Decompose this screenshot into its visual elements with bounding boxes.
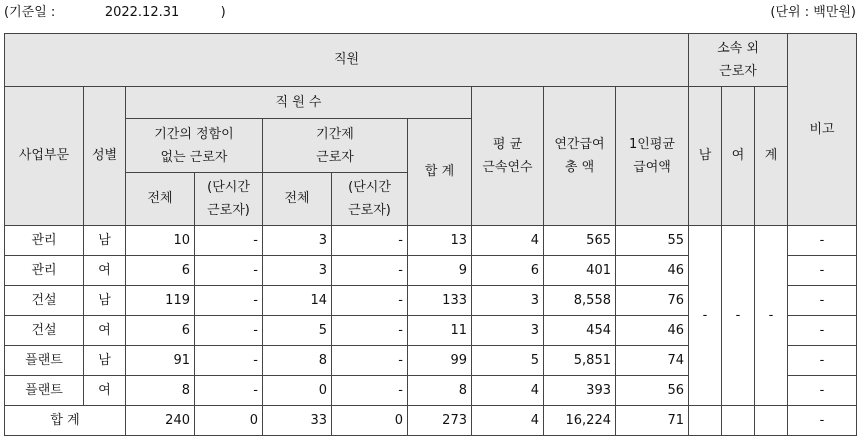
gender-cell: 남 [84,346,126,376]
avg-salary-cell: 56 [616,376,689,406]
avg-tenure-line-2: 근속연수 [482,160,533,175]
total-row [5,406,857,436]
permanent-all-cell: 6 [126,316,195,346]
total-salary-sum-cell: 16,224 [544,406,616,436]
fixed-part-time-cell: - [332,226,408,256]
permanent-part-time-line-2: 근로자) [207,203,250,218]
total-avg-tenure-cell: 4 [472,406,544,436]
permanent-header [126,119,263,173]
remarks-cell: - [788,346,857,376]
headcount-sum-cell: 8 [408,376,472,406]
permanent-part-time-cell: - [195,346,263,376]
total-fixed-all-cell: 33 [263,406,332,436]
outside-female-cell: - [722,226,755,406]
table-row [5,226,857,256]
headcount-sum-cell: 9 [408,256,472,286]
division-cell: 플랜트 [5,346,84,376]
total-remarks-cell: - [788,406,857,436]
permanent-all-cell: 91 [126,346,195,376]
header-row-1 [5,34,857,87]
gender-header: 성별 [84,87,126,226]
total-salary-cell: 5,851 [544,346,616,376]
permanent-all-cell: 10 [126,226,195,256]
division-cell: 건설 [5,316,84,346]
remarks-header: 비고 [788,34,857,226]
total-avg-salary-cell: 71 [616,406,689,436]
fixed-all-cell: 3 [263,226,332,256]
permanent-part-time-cell: - [195,286,263,316]
fixed-term-header [263,119,408,173]
avg-tenure-cell: 4 [472,226,544,256]
headcount-sum-cell: 99 [408,346,472,376]
total-salary-cell: 401 [544,256,616,286]
avg-tenure-cell: 5 [472,346,544,376]
total-salary-line-2: 총 액 [564,160,595,175]
remarks-cell: - [788,226,857,256]
gender-cell: 여 [84,316,126,346]
total-label-cell: 합 계 [5,406,126,436]
permanent-part-time-cell: - [195,226,263,256]
division-cell: 건설 [5,286,84,316]
remarks-cell: - [788,286,857,316]
avg-tenure-cell: 6 [472,256,544,286]
total-permanent-all-cell: 240 [126,406,195,436]
avg-salary-line-2: 급여액 [633,160,671,175]
fixed-all-cell: 3 [263,256,332,286]
permanent-all-cell: 6 [126,256,195,286]
total-salary-cell: 454 [544,316,616,346]
permanent-part-time-cell: - [195,256,263,286]
avg-tenure-header [472,87,544,226]
male-header: 남 [689,87,722,226]
headcount-sum-cell: 13 [408,226,472,256]
gender-cell: 남 [84,226,126,256]
permanent-part-time-cell: - [195,376,263,406]
fixed-part-time-line-2: 근로자) [348,203,391,218]
fixed-part-time-cell: - [332,376,408,406]
avg-salary-cell: 76 [616,286,689,316]
outside-workers-line-1: 소속 외 [717,41,759,56]
outside-workers-line-2: 근로자 [719,64,757,79]
total-salary-cell: 565 [544,226,616,256]
division-header: 사업부문 [5,87,84,226]
fixed-part-time-line-1: (단시간 [348,180,391,195]
total-outside-total-cell [755,406,788,436]
permanent-all-header: 전체 [126,173,195,226]
avg-salary-header [616,87,689,226]
fixed-all-cell: 0 [263,376,332,406]
fixed-part-time-header [332,173,408,226]
permanent-part-time-line-1: (단시간 [207,180,250,195]
fixed-part-time-cell: - [332,346,408,376]
fixed-all-cell: 8 [263,346,332,376]
fixed-term-line-2: 근로자 [316,149,354,165]
avg-salary-cell: 46 [616,316,689,346]
remarks-cell: - [788,256,857,286]
header-row-2 [5,87,857,119]
total-salary-cell: 8,558 [544,286,616,316]
avg-salary-line-1: 1인평균 [629,137,675,152]
division-cell: 플랜트 [5,376,84,406]
outside-workers-header [689,34,788,87]
total-outside-female-cell [722,406,755,436]
headcount-sum-cell: 11 [408,316,472,346]
total-salary-cell: 393 [544,376,616,406]
fixed-part-time-cell: - [332,256,408,286]
avg-salary-cell: 55 [616,226,689,256]
permanent-all-cell: 8 [126,376,195,406]
fixed-term-line-1: 기간제 [316,126,354,142]
unit-label: (단위 : 백만원) [770,5,856,20]
avg-tenure-cell: 3 [472,286,544,316]
headcount-header: 직 원 수 [126,87,472,119]
base-date-label: (기준일 : 2022.12.31 ) [4,5,226,20]
division-cell: 관리 [5,226,84,256]
avg-salary-cell: 74 [616,346,689,376]
permanent-line-1: 기간의 정함이 [154,126,234,142]
permanent-part-time-header [195,173,263,226]
remarks-cell: - [788,316,857,346]
gender-cell: 남 [84,286,126,316]
fixed-part-time-cell: - [332,286,408,316]
total-salary-header [544,87,616,226]
headcount-sum-cell: 133 [408,286,472,316]
gender-cell: 여 [84,256,126,286]
employee-status-table [4,33,857,436]
outside-male-cell: - [689,226,722,406]
permanent-part-time-cell: - [195,316,263,346]
total-fixed-part-time-cell: 0 [332,406,408,436]
permanent-all-cell: 119 [126,286,195,316]
headcount-sum-header: 합 계 [408,119,472,226]
employees-header: 직원 [5,34,689,87]
division-cell: 관리 [5,256,84,286]
total-permanent-part-time-cell: 0 [195,406,263,436]
remarks-cell: - [788,376,857,406]
fixed-all-cell: 14 [263,286,332,316]
outside-total-header: 계 [755,87,788,226]
total-salary-line-1: 연간급여 [554,137,605,152]
fixed-all-cell: 5 [263,316,332,346]
total-outside-male-cell [689,406,722,436]
fixed-part-time-cell: - [332,316,408,346]
avg-tenure-cell: 4 [472,376,544,406]
avg-tenure-cell: 3 [472,316,544,346]
avg-tenure-line-1: 평 균 [492,137,523,152]
total-headcount-sum-cell: 273 [408,406,472,436]
outside-total-cell: - [755,226,788,406]
permanent-line-2: 없는 근로자 [160,149,228,165]
avg-salary-cell: 46 [616,256,689,286]
gender-cell: 여 [84,376,126,406]
fixed-all-header: 전체 [263,173,332,226]
female-header: 여 [722,87,755,226]
